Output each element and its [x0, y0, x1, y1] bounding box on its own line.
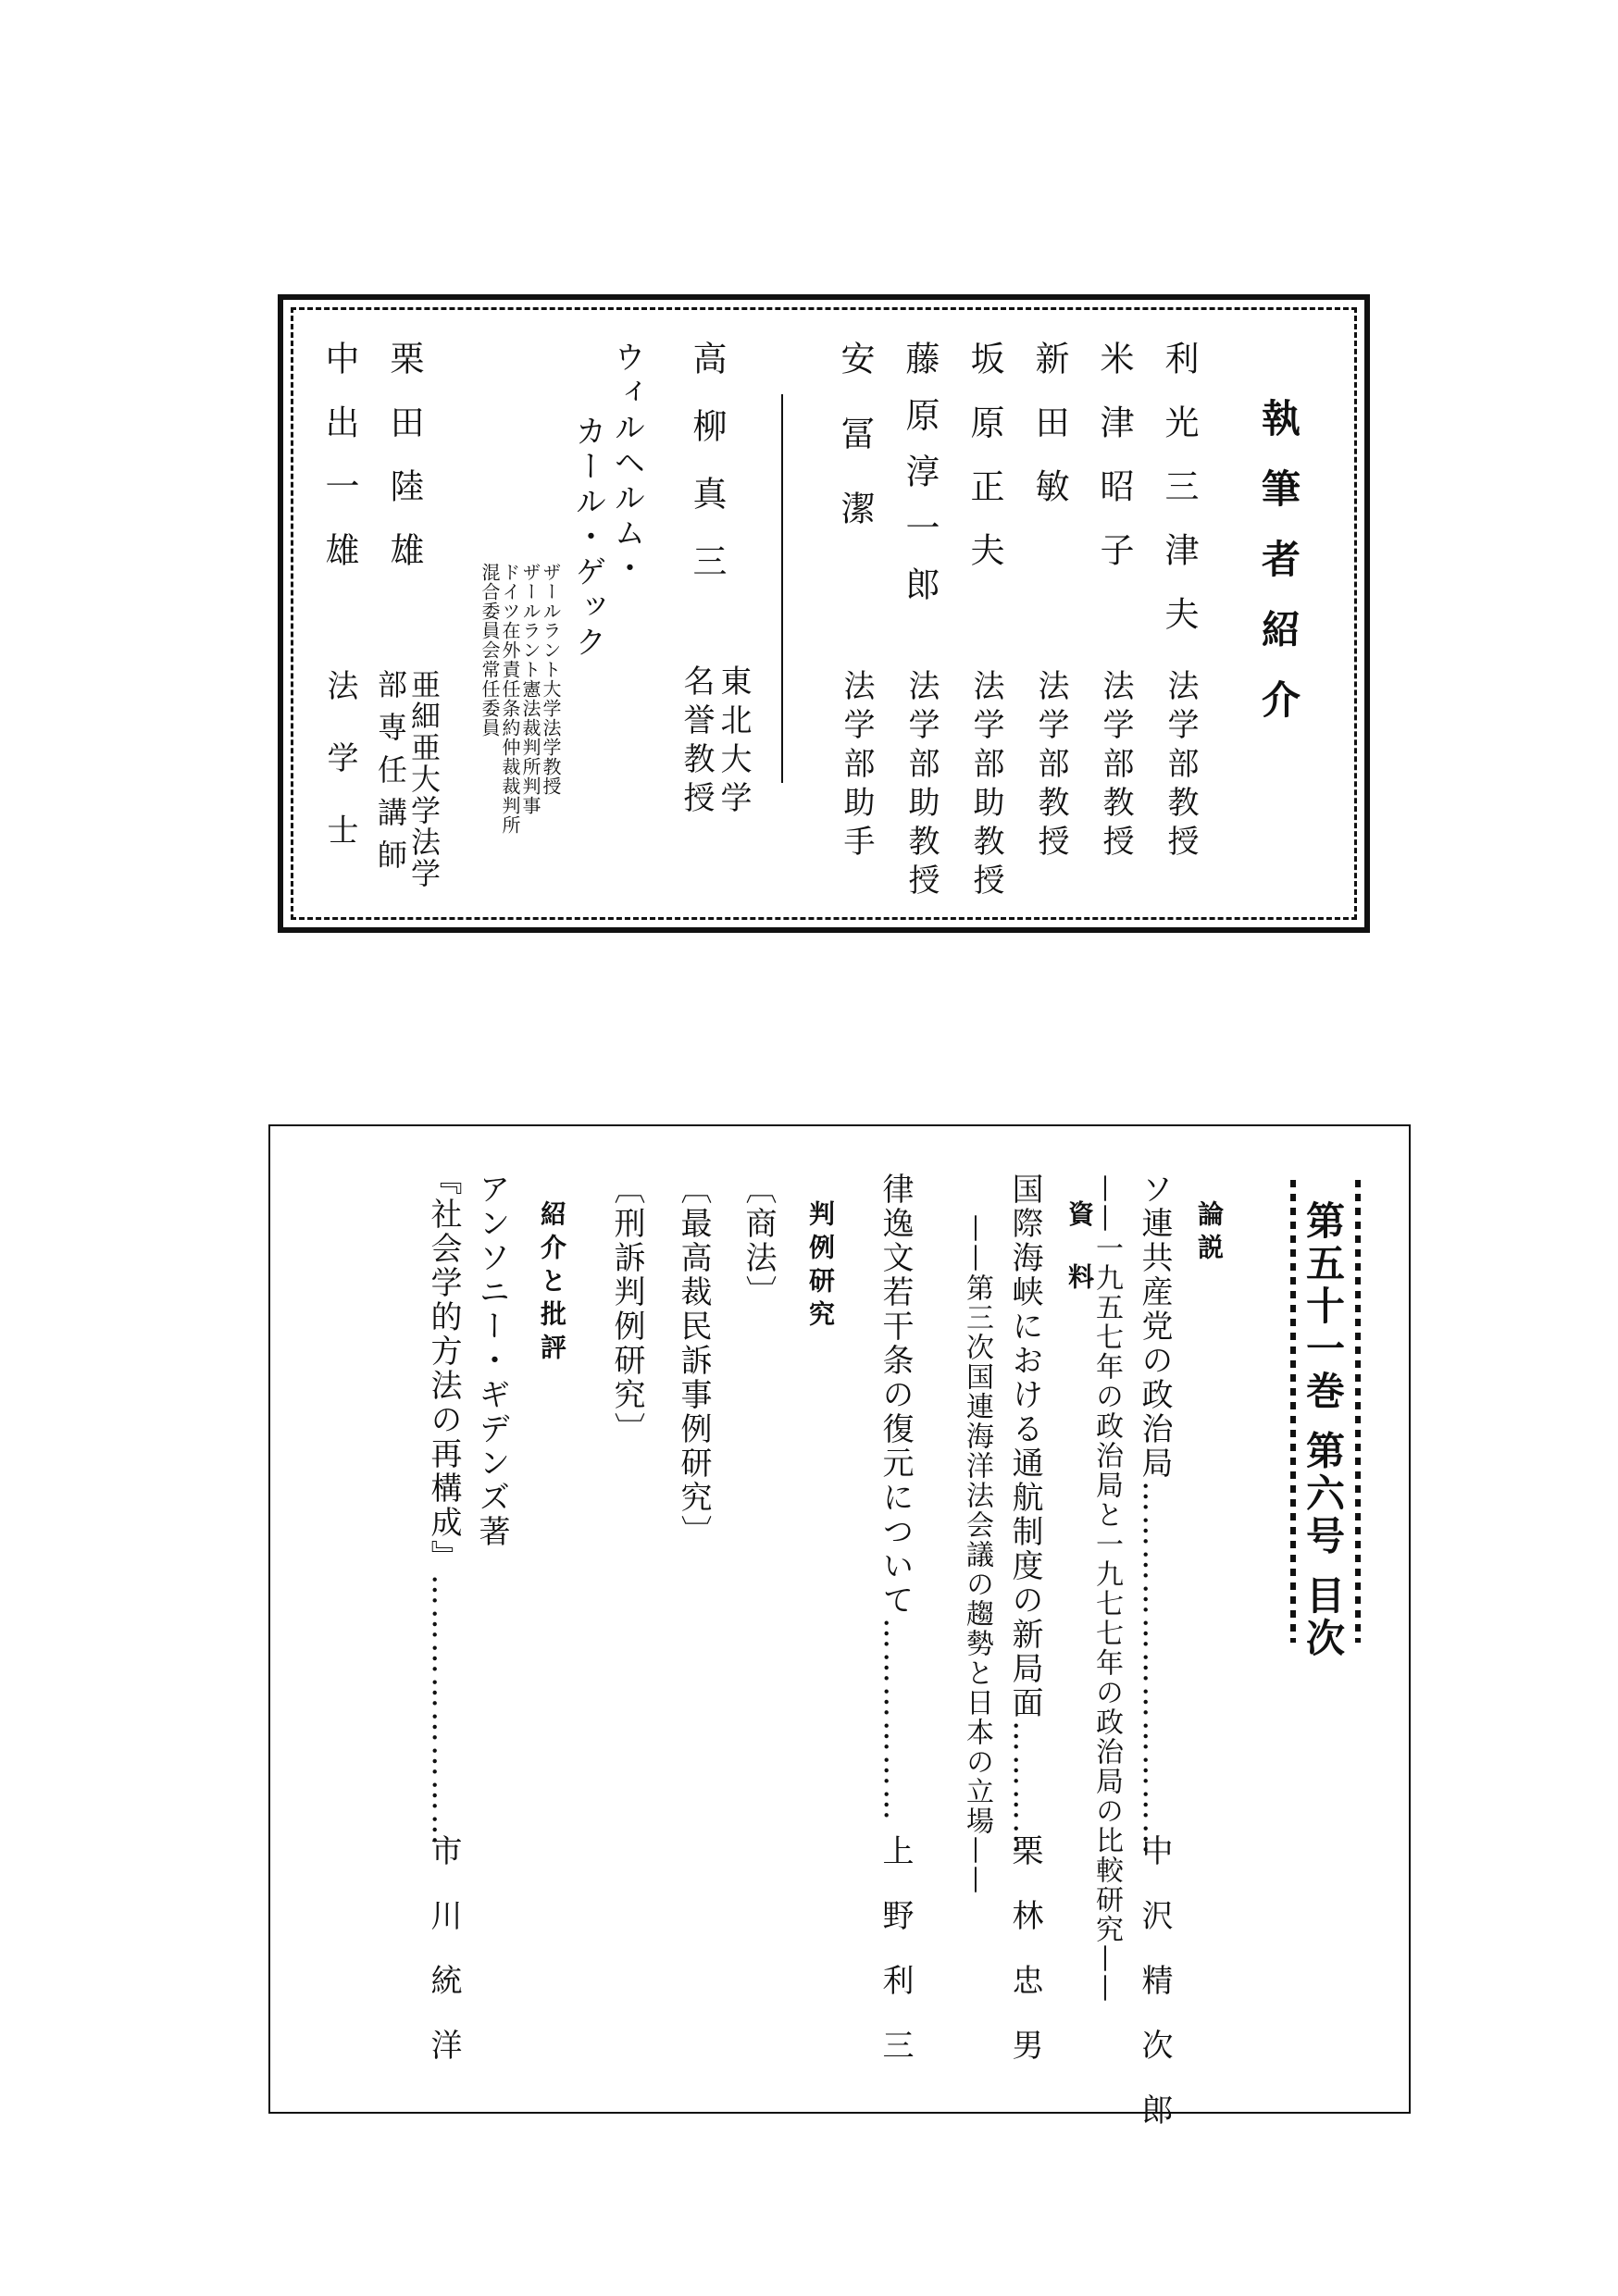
review-author-line: アンソニー・ギデンズ著: [473, 1173, 510, 1549]
contributor-name: 利光三津夫: [1159, 341, 1199, 660]
table-of-contents: [268, 1124, 1411, 2158]
contributor-affiliation: 混合委員会常任委員: [479, 563, 501, 738]
contributor-affiliation: ザールラント憲法裁判所判事: [519, 563, 541, 815]
contributor-name: 藤原淳一郎: [900, 341, 940, 623]
case-study-heading[interactable]: 〔刑訴判例研究〕: [608, 1173, 645, 1446]
contributor-name: 中出一雄: [319, 341, 359, 596]
section-label-hanrei: 判例研究: [805, 1200, 836, 1334]
contributor-affiliation: 東北大学: [715, 664, 752, 820]
contributor-name: カール・ゲック: [569, 415, 606, 661]
article-author: 上野利三: [877, 1834, 914, 2093]
contributors-title: 執筆者紹介: [1256, 398, 1301, 750]
column-divider: [781, 394, 783, 783]
article-title[interactable]: 律逸文若干条の復元について………………: [877, 1173, 914, 1823]
contributor-name: 高柳真三: [687, 341, 727, 611]
decorative-wave-line: [1290, 1180, 1296, 1643]
contributor-affiliation: 名誉教授: [678, 664, 715, 820]
contributors-panel: [278, 294, 1370, 933]
section-label-ronsetsu: 論説: [1194, 1200, 1225, 1267]
case-study-heading[interactable]: 〔商法〕: [740, 1173, 777, 1309]
section-label-shiryo: 資料: [1064, 1200, 1095, 1326]
contributor-affiliation: 法学部教授: [1162, 669, 1199, 863]
contributor-name: ウィルヘルム・: [608, 341, 645, 587]
toc-heading: 第五十一巻 第六号 目次: [1301, 1200, 1346, 1661]
review-author: 市川統洋: [425, 1834, 462, 2093]
article-author: 中沢精次郎: [1136, 1834, 1173, 2158]
review-book-title[interactable]: 『社会学的方法の再構成』……………………: [425, 1163, 462, 1848]
contributor-affiliation: 法学部助手: [838, 669, 875, 863]
contributor-affiliation: 部専任講師: [373, 669, 408, 882]
article-title[interactable]: ソ連共産党の政治局……………………………: [1136, 1173, 1173, 1857]
contributor-affiliation: ドイツ在外責任条約仲裁裁判所: [499, 563, 521, 835]
contributor-affiliation: 法学部助教授: [967, 669, 1004, 902]
case-study-heading[interactable]: 〔最高裁民訴事例研究〕: [675, 1173, 712, 1549]
contributor-name: 米津昭子: [1094, 341, 1134, 596]
contributor-name: 栗田陸雄: [384, 341, 424, 596]
section-label-shokai: 紹介と批評: [537, 1200, 567, 1367]
contributor-affiliation: 法学士: [321, 669, 358, 886]
article-subtitle: ——一九五七年の政治局と一九七七年の政治局の比較研究——: [1090, 1174, 1123, 2004]
article-subtitle: ——第三次国連海洋法会議の趨勢と日本の立場——: [961, 1214, 993, 1895]
article-author: 栗林忠男: [1006, 1834, 1043, 2093]
contributor-name: 坂原正夫: [965, 341, 1004, 596]
article-title[interactable]: 国際海峡における通航制度の新局面…………: [1006, 1173, 1043, 1857]
contributor-affiliation: 法学部教授: [1097, 669, 1134, 863]
contributor-affiliation: 法学部助教授: [902, 669, 940, 902]
contributor-name: 新田敏: [1029, 341, 1069, 532]
contributor-affiliation: 法学部教授: [1032, 669, 1069, 863]
contributor-name: 安冨潔: [835, 341, 875, 565]
contributor-affiliation: 亜細亜大学法学: [406, 669, 442, 889]
decorative-wave-line: [1355, 1180, 1361, 1643]
contributor-affiliation: ザールラント大学法学教授: [540, 563, 562, 796]
